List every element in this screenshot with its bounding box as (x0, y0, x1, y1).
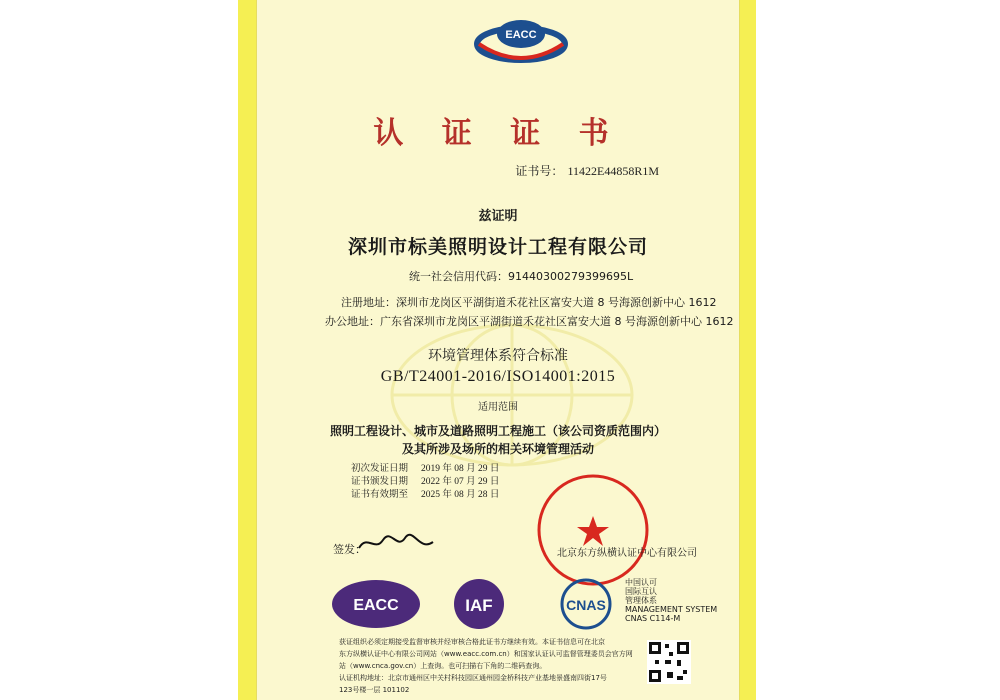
company-name: 深圳市标美照明设计工程有限公司 (347, 236, 648, 258)
cnas-logo-icon (562, 580, 610, 628)
registered-address (341, 294, 716, 310)
certificate-number-label: 证书号： (515, 164, 564, 178)
date-row (351, 489, 499, 502)
registered-address-label: 注册地址： (341, 296, 396, 309)
date-label: 初次发证日期 (351, 464, 409, 474)
date-value: 2019 年 08 月 29 日 (421, 464, 500, 474)
cnas-logo-text: CNAS (566, 597, 606, 613)
date-value: 2022 年 07 月 29 日 (421, 477, 500, 487)
scope-label: 适用范围 (478, 402, 518, 413)
standard-code: GB/T24001-2016/ISO14001:2015 (380, 368, 616, 385)
company-seal-icon (535, 472, 651, 588)
cnas-line: 管理体系 (625, 596, 657, 605)
accreditation-logos (331, 578, 621, 630)
cnas-line: MANAGEMENT SYSTEM (625, 605, 718, 614)
dates-block (351, 463, 499, 502)
signature-image (357, 530, 437, 556)
scope-line: 照明工程设计、城市及道路照明工程施工（该公司资质范围内） (329, 424, 666, 438)
qr-code-icon (647, 640, 691, 684)
footer-line: 认证机构地址：北京市通州区中关村科技园区通州园金桥科技产业基地景盛南四街17号 (339, 674, 607, 682)
cnas-line: 中国认可 (625, 578, 657, 587)
eacc-top-logo-icon (471, 14, 571, 74)
certificate-frame (238, 0, 756, 700)
eacc-top-logo-text: EACC (505, 29, 537, 41)
date-label: 证书颁发日期 (351, 477, 409, 487)
iaf-logo-text: IAF (465, 596, 493, 615)
credit-code (409, 268, 633, 284)
certificate-paper (256, 0, 740, 700)
issuer-name: 北京东方纵横认证中心有限公司 (557, 548, 697, 559)
cnas-line: 国际互认 (625, 587, 657, 596)
cnas-line: CNAS C114-M (625, 614, 681, 623)
cnas-description (625, 578, 717, 623)
footer-line: 123号楼一层 101102 (339, 686, 410, 694)
date-row (351, 463, 499, 476)
sign-label: 签发： (333, 543, 366, 556)
office-address-label: 办公地址： (325, 315, 380, 328)
credit-code-label: 统一社会信用代码： (409, 270, 508, 283)
certificate-number-value: 11422E44858R1M (567, 164, 659, 178)
certificate-title: 认 证 证 书 (373, 116, 623, 151)
eacc-bottom-logo-text: EACC (353, 597, 399, 614)
date-row (351, 476, 499, 489)
scope-line: 及其所涉及场所的相关环境管理活动 (401, 442, 594, 456)
hereby-certify: 兹证明 (478, 209, 518, 224)
office-address-value: 广东省深圳市龙岗区平湖街道禾花社区富安大道 8 号海源创新中心 1612 (380, 315, 734, 328)
footer-line: 东方纵横认证中心有限公司网站（www.eacc.com.cn）和国家认证认可监督管理委员会官方网 (339, 650, 633, 658)
registered-address-value: 深圳市龙岗区平湖街道禾花社区富安大道 8 号海源创新中心 1612 (396, 296, 717, 309)
standard-name: 环境管理体系符合标准 (428, 348, 568, 364)
footer-notice (339, 636, 647, 696)
iaf-logo-icon (454, 579, 504, 629)
certificate-number (511, 162, 659, 179)
footer-line: 获证组织必须定期接受监督审核并经审核合格此证书方继续有效。本证书信息可在北京 (339, 638, 605, 646)
date-value: 2025 年 08 月 28 日 (421, 490, 500, 500)
scope-text (257, 422, 739, 458)
eacc-bottom-logo-icon (332, 580, 420, 628)
office-address (325, 313, 733, 329)
date-label: 证书有效期至 (351, 490, 409, 500)
footer-line: 站（www.cnca.gov.cn）上查询。也可扫描右下角的二维码查询。 (339, 662, 547, 670)
credit-code-value: 91440300279399695L (508, 270, 634, 283)
